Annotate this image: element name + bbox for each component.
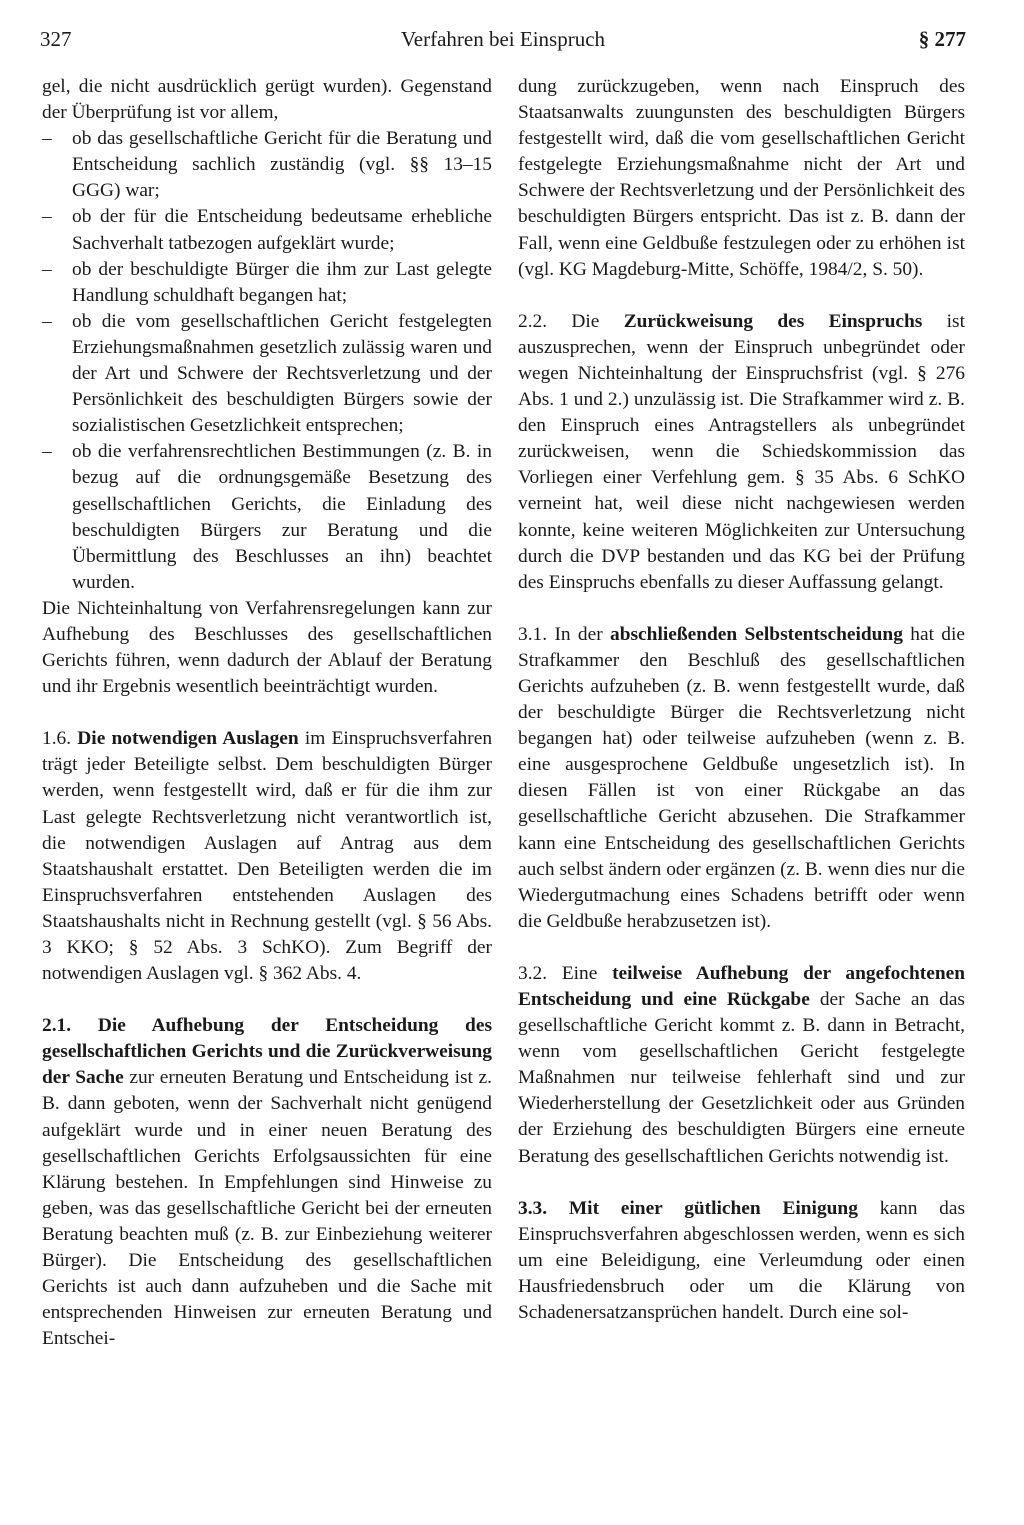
section-text: der Sache an das gesellschaftliche Gericht kommt z. B. dann in Betracht, wenn vom gesellschaftlichen Gericht festgelegte Maßnahmen nur teilweise fehlerhaft sind und zur Wiederherstellung der Gesetzlichkeit oder aus Gründen der Erziehung des beschuldigten Bürgers eine erneute Beratung des gesellschaftlichen Gerichts notwendig ist. (518, 989, 965, 1167)
section-lead: In der (554, 623, 603, 645)
section-number-label: 3.2. (518, 962, 548, 984)
list-item-text: ob das gesellschaftliche Gericht für die Beratung und Entscheidung sachlich zuständig (vgl. §§ 13–15 GGG) war; (72, 128, 492, 202)
section-number-label: 3.3. (518, 1197, 548, 1219)
section-3-1 (518, 622, 965, 935)
list-item-text: ob der beschuldigte Bürger die ihm zur Last gelegte Handlung schuldhaft begangen hat; (72, 258, 492, 306)
section-lead: Die (571, 310, 600, 332)
list-item (42, 309, 492, 439)
section-2-2 (518, 309, 965, 596)
section-number-label: 2.2. (518, 310, 548, 332)
section-lead: Eine (561, 962, 598, 984)
section-number: § 277 (918, 27, 966, 51)
procedure-paragraph: Die Nichteinhaltung von Verfahrensregelungen kann zur Aufhebung des Beschlusses des gesellschaftlichen Gerichts führen, wenn dadurch der Ablauf der Beratung und ihr Ergebnis wesentlich beeinträchtigt wurden. (42, 597, 492, 698)
intro-paragraph: gel, die nicht ausdrücklich gerügt wurden). Gegenstand der Überprüfung ist vor allem, (42, 76, 492, 124)
section-heading: Mit einer gütlichen Einigung (568, 1197, 858, 1219)
review-criteria-list (42, 126, 492, 596)
list-item (42, 204, 492, 256)
dash-bullet: – (42, 128, 52, 150)
list-item (42, 126, 492, 204)
list-item-text: ob der für die Entscheidung bedeutsame erhebliche Sachverhalt tatbezogen aufgeklärt wurde; (72, 206, 492, 254)
list-item-text: ob die verfahrensrechtlichen Bestimmungen (z. B. in bezug auf die ordnungsgemäße Besetzung des gesellschaftlichen Gerichts, die Einladung des beschuldigten Bürgers zur Beratung und die Übermittlung des Beschlusses an ihn) beachtet wurden. (72, 441, 492, 593)
dash-bullet: – (42, 206, 52, 228)
section-number-label: 3.1. (518, 623, 548, 645)
section-heading: Die Aufhebung der Entscheidung des gesellschaftlichen Gerichts und die Zurückverweisung der Sache (42, 1015, 492, 1089)
section-heading: Zurückweisung des Einspruchs (623, 310, 923, 332)
list-item (42, 439, 492, 596)
dash-bullet: – (42, 310, 52, 332)
section-heading: teilweise Aufhebung der angefochtenen Entscheidung und eine Rückgabe (518, 962, 966, 1010)
page-header (40, 22, 966, 56)
dash-bullet: – (42, 258, 52, 280)
running-title: Verfahren bei Einspruch (400, 27, 606, 51)
page-number: 327 (40, 27, 72, 51)
section-2-1 (42, 1013, 492, 1352)
right-column (518, 74, 965, 1326)
dash-bullet: – (42, 441, 52, 463)
section-3-3 (518, 1196, 965, 1326)
section-text: kann das Einspruchsverfahren abgeschlossen werden, wenn es sich um eine Beleidigung, eine Verleumdung oder einen Hausfriedensbruch oder um die Klärung von Schadenersatzansprüchen handelt. Durch eine sol- (518, 1197, 966, 1324)
section-heading: abschließenden Selbstentscheidung (610, 623, 903, 645)
section-3-2 (518, 961, 965, 1170)
section-text: ist auszusprechen, wenn der Einspruch unbegründet oder wegen Nichteinhaltung der Einspruchsfrist (vgl. § 276 Abs. 1 und 2.) unzulässig ist. Die Strafkammer wird z. B. den Einspruch eines Antragstellers als unbegründet zurückweisen, wenn die Schiedskommission das Vorliegen einer Verfehlung gem. § 35 Abs. 6 SchKO verneint hat, weil diese nicht nachgewiesen werden konnte, keine weiteren Möglichkeiten zur Untersuchung durch die DVP bestanden und das KG bei der Prüfung des Einspruchs ebenfalls zu dieser Auffassung gelangt. (518, 310, 965, 593)
continuation-paragraph: dung zurückzugeben, wenn nach Einspruch des Staatsanwalts zuungunsten des beschuldigten Bürgers festgestellt wird, daß die vom gesellschaftlichen Gericht festgelegte Erziehungsmaßnahme nicht der Art und Schwere der Rechtsverletzung und der Persönlichkeit des beschuldigten Bürgers entspricht. Das ist z. B. dann der Fall, wenn eine Geldbuße festzulegen oder zu erhöhen ist (vgl. KG Magdeburg-Mitte, Schöffe, 1984/2, S. 50). (518, 76, 965, 280)
section-text: hat die Strafkammer den Beschluß des gesellschaftlichen Gerichts aufzuheben (z. B. wenn festgestellt wurde, daß der beschuldigte Bürger die Rechtsverletzung nicht begangen hat) oder teilweise aufzuheben (wenn z. B. eine ausgesprochene Geldbuße ungesetzlich ist). In diesen Fällen ist von einer Rückgabe an das gesellschaftliche Gericht abzusehen. Die Strafkammer kann eine Entscheidung des gesellschaftlichen Gerichts auch selbst ändern oder ergänzen (z. B. wenn dies nur die Wiedergutmachung eines Schadens betrifft oder wenn die Geldbuße herabzusetzen ist). (518, 623, 965, 932)
section-heading: Die notwendigen Auslagen (77, 728, 299, 750)
section-1-6 (42, 726, 492, 987)
section-text: im Einspruchsverfahren trägt jeder Beteiligte selbst. Dem beschuldigten Bürger werden, wenn festgestellt wird, daß er für die ihm zur Last gelegte Rechtsverletzung nicht verantwortlich ist, die notwendigen Auslagen auf Antrag aus dem Staatshaushalt erstattet. Den Beteiligten werden die im Einspruchsverfahren entstehenden Auslagen des Staatshaushalts nicht in Rechnung gestellt (vgl. § 56 Abs. 3 KKO; § 52 Abs. 3 SchKO). Zum Begriff der notwendigen Auslagen vgl. § 362 Abs. 4. (42, 728, 493, 985)
list-item (42, 257, 492, 309)
left-column (42, 74, 492, 1352)
list-item-text: ob die vom gesellschaftlichen Gericht festgelegten Erziehungsmaßnahmen gesetzlich zulässig waren und der Art und Schwere der Rechtsverletzung und der Persönlichkeit des beschuldigten Bürgers sowie der sozialistischen Gesetzlichkeit entsprechen; (72, 310, 492, 437)
section-number-label: 1.6. (42, 728, 72, 750)
section-number-label: 2.1. (42, 1015, 72, 1037)
section-text: zur erneuten Beratung und Entscheidung ist z. B. dann geboten, wenn der Sachverhalt nicht genügend aufgeklärt wurde und in einer neuen Beratung des gesellschaftlichen Gerichts Erfolgsaussichten für eine Klärung bestehen. In Empfehlungen sind Hinweise zu geben, was das gesellschaftliche Gericht bei der erneuten Beratung beachten muß (z. B. zur Einbeziehung weiterer Bürger). Die Entscheidung des gesellschaftlichen Gerichts ist auch dann aufzuheben und die Sache mit entsprechenden Hinweisen zur erneuten Beratung und Entschei- (42, 1067, 492, 1350)
